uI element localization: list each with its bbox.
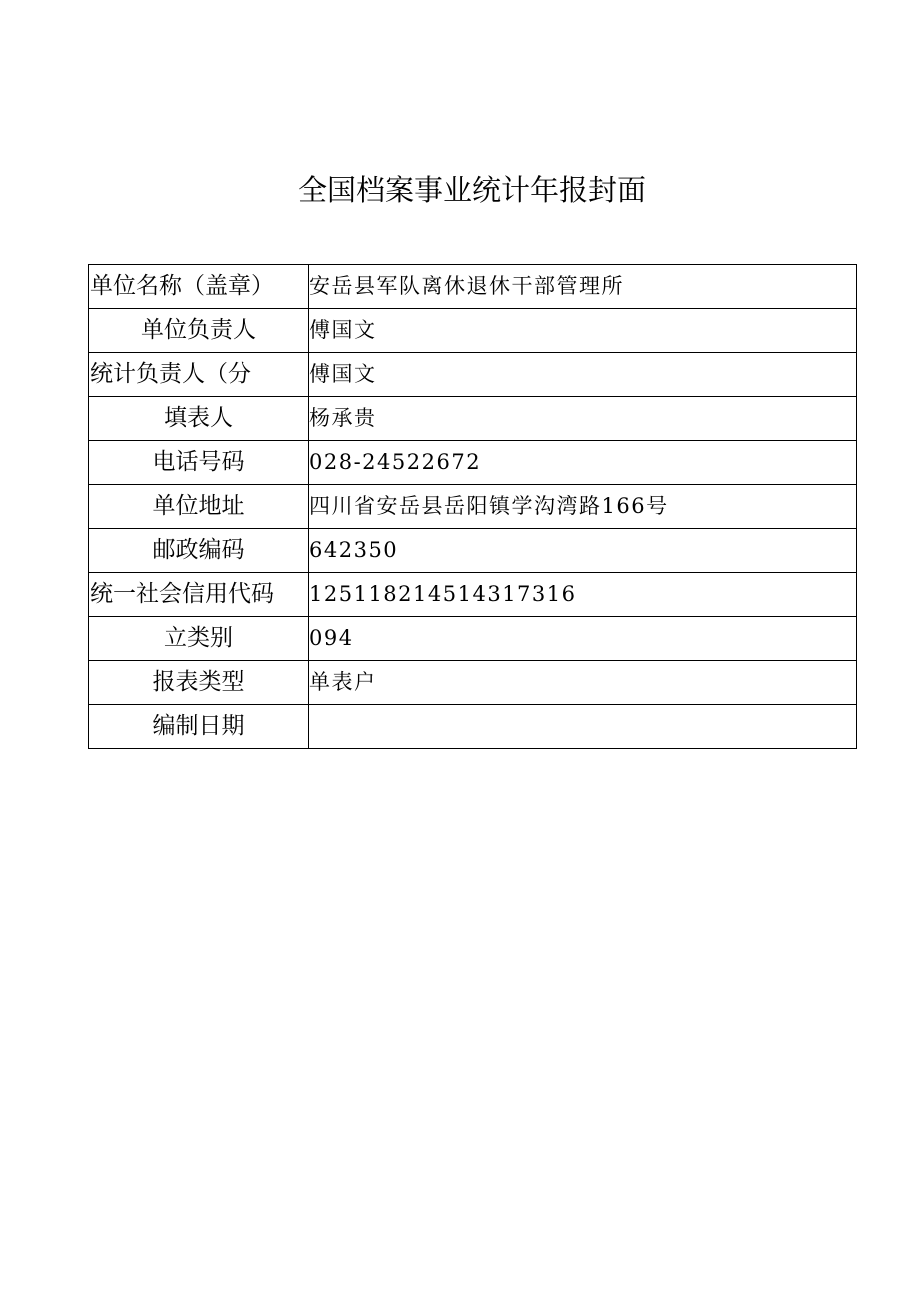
row-label-compile-date: 编制日期 [89, 705, 309, 749]
cover-info-table [88, 264, 857, 749]
table-row [89, 661, 857, 705]
table-row [89, 441, 857, 485]
table-row [89, 705, 857, 749]
table-row [89, 265, 857, 309]
table-row [89, 397, 857, 441]
row-label-unit-head: 单位负责人 [89, 309, 309, 353]
table-row [89, 485, 857, 529]
table-row [89, 617, 857, 661]
page-title: 全国档案事业统计年报封面 [297, 173, 646, 207]
row-value-unit-head: 傅国文 [309, 309, 857, 353]
row-label-phone: 电话号码 [89, 441, 309, 485]
table-row [89, 353, 857, 397]
row-label-postcode: 邮政编码 [89, 529, 309, 573]
row-label-category: 立类别 [89, 617, 309, 661]
table-row [89, 529, 857, 573]
table-row [89, 573, 857, 617]
row-value-compile-date [309, 705, 857, 749]
row-label-credit-code: 统一社会信用代码 [89, 573, 309, 617]
row-label-form-filler: 填表人 [89, 397, 309, 441]
row-value-postcode: 642350 [309, 529, 857, 573]
row-label-stats-head: 统计负责人（分 [89, 353, 309, 397]
row-value-category: 094 [309, 617, 857, 661]
row-value-credit-code: 125118214514317316 [309, 573, 857, 617]
row-label-report-type: 报表类型 [89, 661, 309, 705]
row-value-form-filler: 杨承贵 [309, 397, 857, 441]
row-label-address: 单位地址 [89, 485, 309, 529]
row-value-stats-head: 傅国文 [309, 353, 857, 397]
row-value-report-type: 单表户 [309, 661, 857, 705]
row-value-phone: 028-24522672 [309, 441, 857, 485]
table-row [89, 309, 857, 353]
row-value-address: 四川省安岳县岳阳镇学沟湾路166号 [309, 485, 857, 529]
row-value-unit-name: 安岳县军队离休退休干部管理所 [309, 265, 857, 309]
row-label-unit-name: 单位名称（盖章） [89, 265, 309, 309]
